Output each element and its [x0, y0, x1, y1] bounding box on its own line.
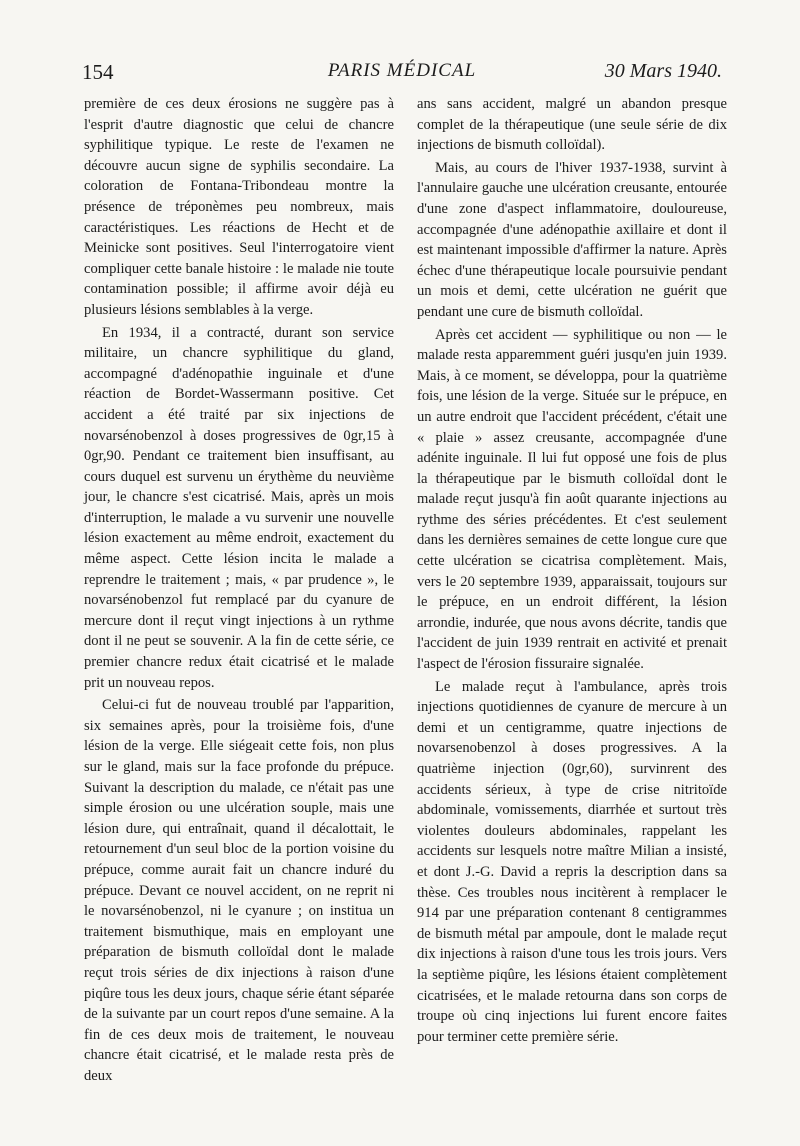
- left-column: [84, 94, 394, 1087]
- paragraph: ans sans accident, malgré un abandon presque complet de la thérapeutique (une seule série de dix injections de bismuth colloïdal).: [417, 96, 727, 154]
- paragraph: En 1934, il a contracté, durant son service militaire, un chancre syphilitique du gland, accompagné d'adénopathie inguinale et d'une réaction de Bordet-Wassermann positive. Cet accident a été traité par six injections de novarsénobenzol à doses progressives de 0gr,15 à 0gr,90. Pendant ce traitement bien insuffisant, au cours duquel est survenu un érythème du neuvième jour, le chancre s'est cicatrisé. Mais, après un mois d'interruption, le malade a vu survenir une nouvelle lésion exactement au même endroit, exactement du même aspect. Cette lésion incita le malade a reprendre le traitement ; mais, « par prudence », le novarsénobenzol fut remplacé par du cyanure de mercure dont il reçut vingt injections à un rythme dont il ne peut se souvenir. A la fin de cette série, ce premier chancre redux était cicatrisé et le malade prit un nouveau repos.: [84, 324, 394, 691]
- paragraph: Le malade reçut à l'ambulance, après trois injections quotidiennes de cyanure de mercure à un demi et un centigramme, quatre injections de novarsenobenzol à doses progressives. A la quatrième injection (0gr,60), survinrent des accidents sérieux, à type de crise nitritoïde abdominale, vomissements, diarrhée et surtout très violentes douleurs abdominales, rappelant les accidents sur lesquels notre maître Milian a insisté, et dont J.-G. David a repris la description dans sa thèse. Ces troubles nous incitèrent à remplacer le 914 par une préparation contenant 8 centigrammes de bismuth métal par ampoule, dont le malade reçut dix injections à raison d'une tous les trois jours. Vers la septième piqûre, les lésions étaient complètement cicatrisées, et le malade retourna dans son corps de troupe où cinq injections lui furent encore faites pour terminer cette première série.: [417, 678, 727, 1045]
- issue-date: 30 Mars 1940.: [604, 60, 722, 82]
- journal-title: PARIS MÉDICAL: [327, 60, 477, 81]
- paragraph: Après cet accident — syphilitique ou non — le malade resta apparemment guéri jusqu'en juin 1939. Mais, à ce moment, se développa, pour la quatrième fois, une lésion de la verge. Située sur le prépuce, en un autre endroit que l'accident précédent, c'était une « plaie » assez creusante, accompagnée d'une adénite inguinale. Il lui fut opposé une fois de plus la thérapeutique par le bismuth colloïdal dont le malade reçut jusqu'à fin août quarante injections au rythme des séries précédentes. Et c'est seulement dans les dernières semaines de cette longue cure que cette ulcération se cicatrisa complètement. Mais, vers le 20 septembre 1939, apparaissait, toujours sur le prépuce, en un endroit différent, la lésion arrondie, indurée, que nous avons décrite, tandis que l'accident de juin 1939 rentrait en activité et prenait l'aspect de l'érosion fissuraire signalée.: [417, 326, 727, 673]
- paragraph: Celui-ci fut de nouveau troublé par l'apparition, six semaines après, pour la troisième fois, d'une lésion de la verge. Elle siégeait cette fois, non plus sur le gland, mais sur la face profonde du prépuce. Suivant la description du malade, ce n'était pas une simple érosion ou une ulcération souple, mais une lésion dure, qui entraînait, quand il décalottait, le retournement d'un seul bloc de la portion voisine du prépuce, comme aurait fait un chancre induré du prépuce. Devant ce nouvel accident, on ne reprit ni le novarsénobenzol, ni le cyanure ; on institua un traitement bismuthique, mais en employant une préparation de bismuth colloïdal dont le malade reçut trois séries de dix injections à raison d'une piqûre tous les deux jours, chaque série étant séparée de la suivante par un court repos d'une semaine. A la fin de ces deux mois de traitement, le nouveau chancre était cicatrisé, et le malade resta près de deux: [84, 697, 394, 1084]
- running-header: [82, 60, 722, 90]
- paragraph: Mais, au cours de l'hiver 1937-1938, survint à l'annulaire gauche une ulcération creusante, entourée d'une zone d'aspect inflammatoire, douloureuse, accompagnée d'une adénopathie axillaire et dont il est maintenant impossible d'affirmer la nature. Après échec d'une thérapeutique locale poursuivie pendant un mois et demi, cette ulcération ne guérit que pendant une cure de bismuth colloïdal.: [417, 159, 727, 320]
- right-column: [417, 94, 727, 1047]
- page-number: 154: [82, 60, 114, 84]
- paragraph: première de ces deux érosions ne suggère pas à l'esprit d'autre diagnostic que celui de chancre syphilitique typique. Le reste de l'examen ne découvre aucun signe de syphilis secondaire. La coloration de Fontana-Tribondeau montre la présence de tréponèmes peu nombreux, mais caractéristiques. Les réactions de Hecht et de Meinicke sont positives. Seul l'interrogatoire vient compliquer cette banale histoire : le malade nie toute contamination possible; il affirme avoir déjà eu plusieurs lésions semblables à la verge.: [84, 96, 394, 318]
